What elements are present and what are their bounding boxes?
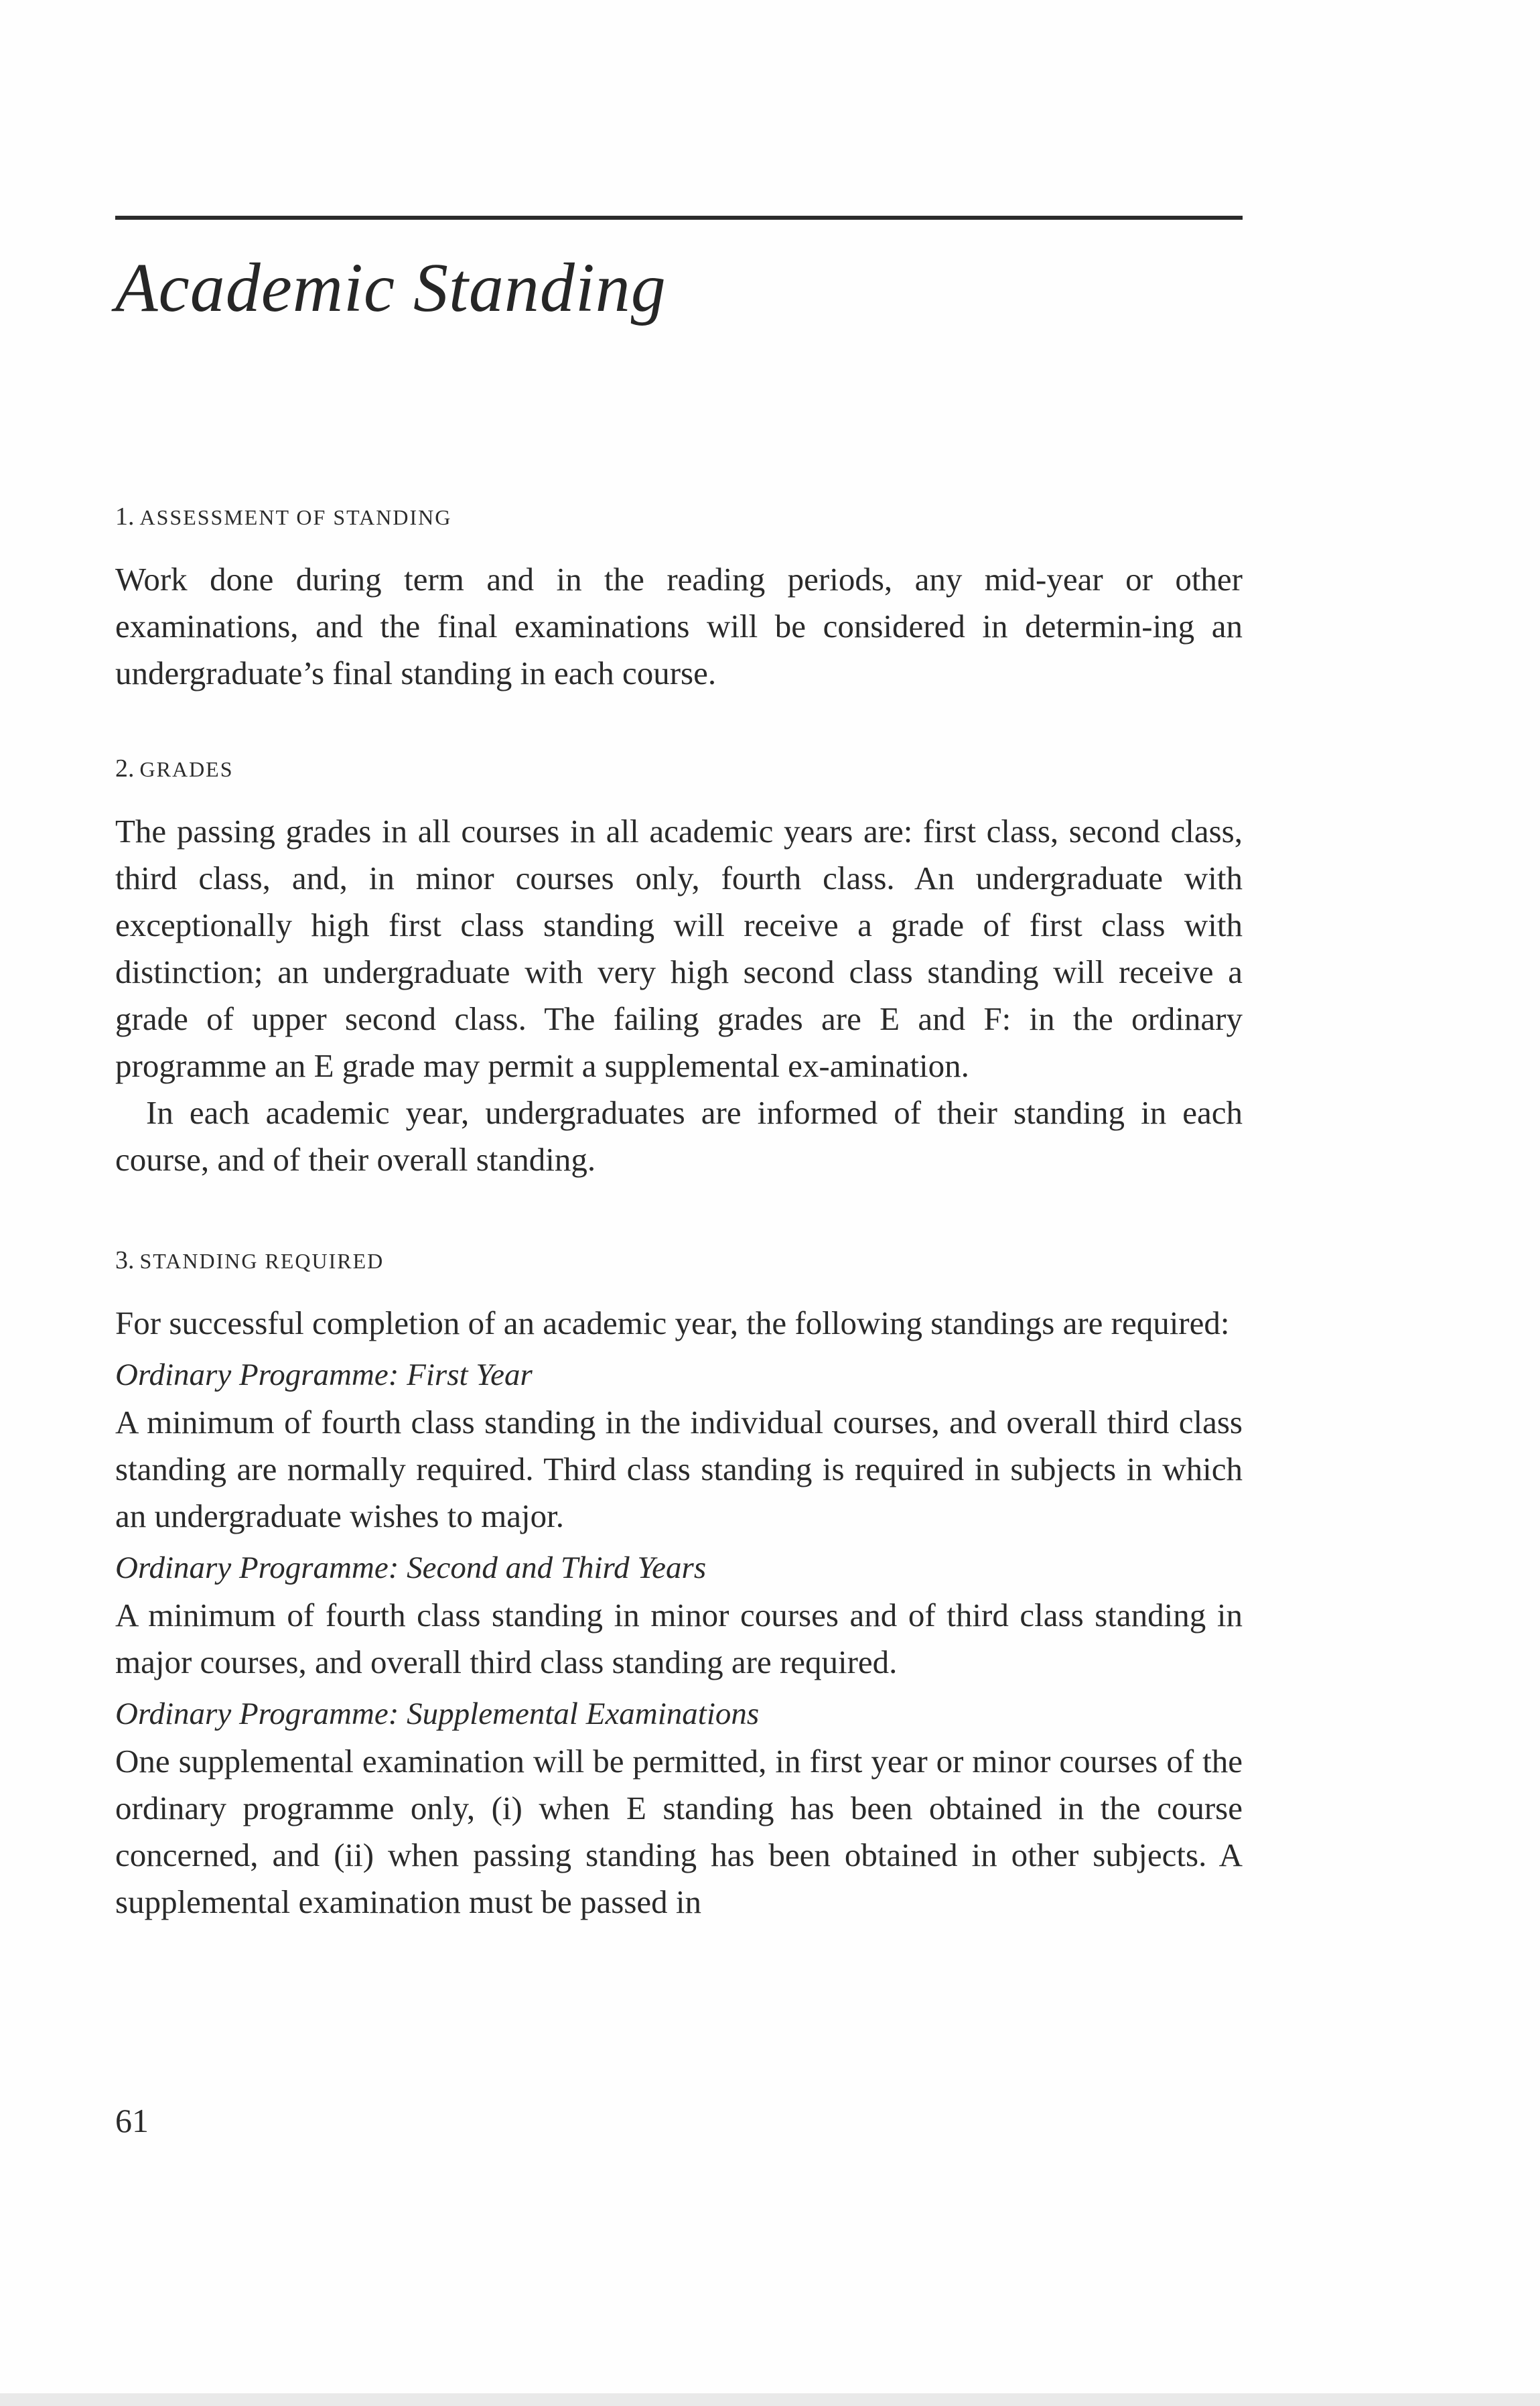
section-title: GRADES [139, 757, 234, 781]
subsection-heading: Ordinary Programme: Second and Third Years [115, 1550, 707, 1585]
page-number: 61 [115, 2102, 149, 2139]
paragraph: In each academic year, undergraduates are informed of their standing in each course, and of their overall standing. [115, 1094, 1243, 1178]
body-content [115, 504, 1243, 1985]
section-number: 1. [115, 503, 135, 531]
page-title: Academic Standing [115, 249, 667, 326]
paragraph: One supplemental examination will be permitted, in first year or minor courses of the ordinary programme only, (i) when E standing has been obtained in the course concerned, and (ii) when passing standing has been obtained in other subjects. A supplemental examination must be passed in [115, 1743, 1243, 1920]
section-title: STANDING REQUIRED [139, 1249, 384, 1273]
paragraph: The passing grades in all courses in all academic years are: first class, second class, third class, and, in minor courses only, fourth class. An undergraduate with exceptionally high first class standing will receive a grade of first class with distinction; an undergraduate with very high second class standing will receive a grade of upper second class. The failing grades are E and F: in the ordinary programme an E grade may permit a supplemental ex-amination. [115, 813, 1243, 1084]
paragraph: A minimum of fourth class standing in minor courses and of third class standing in major courses, and overall third class standing are required. [115, 1597, 1243, 1680]
section-assessment [115, 504, 1243, 697]
section-title: ASSESSMENT OF STANDING [139, 505, 452, 529]
section-grades [115, 756, 1243, 1183]
paragraph: A minimum of fourth class standing in the individual courses, and overall third class standing are normally required. Third class standing is required in subjects in which an undergraduate wishes to major. [115, 1404, 1243, 1534]
section-standing-required [115, 1248, 1243, 1926]
section-heading [115, 504, 1243, 529]
paragraph: For successful completion of an academic year, the following standings are required: [115, 1305, 1230, 1341]
scan-edge [0, 2393, 1540, 2406]
section-number: 3. [115, 1246, 135, 1274]
section-heading [115, 756, 1243, 781]
paragraph: Work done during term and in the reading periods, any mid-year or other examinations, and the final examinations will be considered in determin-ing an undergraduate’s final standing in each course. [115, 561, 1243, 691]
section-heading [115, 1248, 1243, 1273]
title-rule [115, 216, 1243, 220]
section-number: 2. [115, 754, 135, 783]
subsection-heading: Ordinary Programme: First Year [115, 1357, 533, 1392]
subsection-heading: Ordinary Programme: Supplemental Examinations [115, 1696, 760, 1731]
